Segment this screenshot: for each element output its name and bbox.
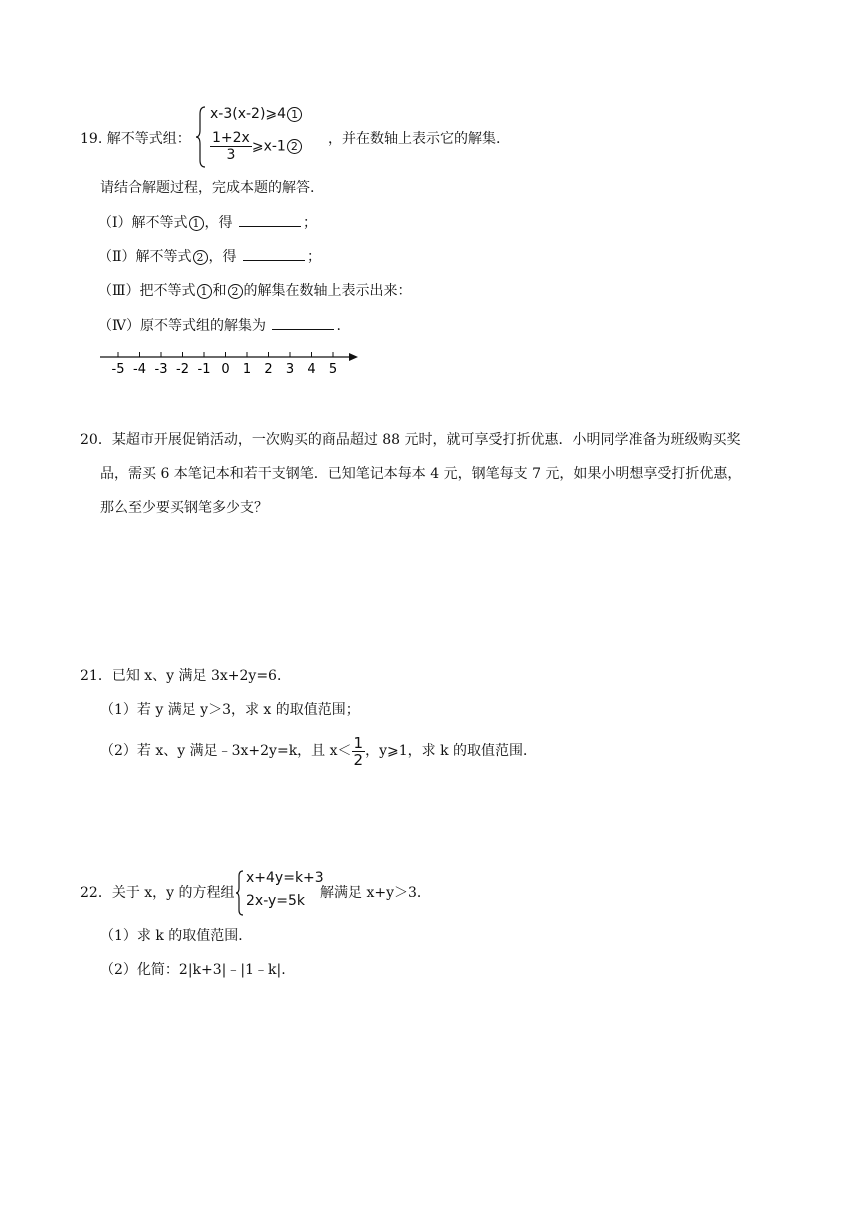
- q19-step2-end: ；: [306, 249, 321, 265]
- q20-line1-text: 20．某超市开展促销活动，一次购买的商品超过 88 元时，就可享受打折优惠．小明同学准备为班级购买奖: [80, 432, 741, 448]
- number-line: [100, 348, 370, 378]
- q21-part2: [100, 734, 537, 768]
- arrow-right-icon: [349, 353, 358, 361]
- q19-step3-mark2: 2: [228, 284, 243, 299]
- q19-step1-mark: 1: [189, 216, 204, 231]
- q19-step2-label: （Ⅱ）解不等式: [98, 249, 192, 265]
- q19-eq1-mark: 1: [287, 107, 302, 122]
- q19-step1-blank[interactable]: [239, 212, 301, 227]
- q19-step3-rest: 的解集在数轴上表示出来：: [243, 283, 412, 299]
- q22-part1-text: （1）求 k 的取值范围．: [100, 928, 253, 944]
- q19-instruction: [100, 178, 314, 198]
- q22-intro-b-text: 解满足 x+y＞3．: [320, 885, 431, 901]
- q20-line1: [80, 430, 741, 450]
- q19-step4-end: .: [336, 318, 341, 334]
- q21-part1: [100, 700, 360, 720]
- q19-eq2-denominator: 3: [226, 147, 236, 163]
- q19-eq1-text: x-3(x-2)⩾4: [210, 106, 287, 122]
- q19-eq2-fraction: [210, 130, 252, 163]
- q21-denominator: 2: [353, 750, 364, 769]
- left-brace-icon: [196, 106, 206, 168]
- q19-after-text: ，并在数轴上表示它的解集.: [328, 131, 501, 147]
- q19-number-text: 19.: [80, 131, 103, 147]
- q21-part2-a: （2）若 x、y 满足﹣3x+2y=k，且 x＜: [100, 743, 352, 759]
- q20-line3-text: 那么至少要买钢笔多少支？: [100, 500, 268, 516]
- q19-step4: [98, 315, 341, 336]
- q22-intro-b: [320, 883, 431, 903]
- q19-step1-get: ，得: [204, 215, 233, 231]
- q19-step2-blank[interactable]: [243, 246, 305, 261]
- q19-instruction-text: 请结合解题过程，完成本题的解答.: [100, 180, 315, 196]
- q19-step2: [98, 246, 321, 267]
- q19-number: [80, 129, 191, 149]
- axis-tick-label: 4: [307, 362, 316, 377]
- q19-step1-label: （Ⅰ）解不等式: [98, 215, 188, 231]
- q19-step3: [98, 281, 412, 301]
- q21-part2-b: ，y⩾1，求 k 的取值范围．: [365, 743, 538, 759]
- q19-step1: [98, 212, 317, 233]
- q19-intro: 解不等式组：: [106, 131, 191, 147]
- axis-tick-label: 0: [221, 362, 230, 377]
- q19-eq2-mark: 2: [287, 139, 302, 154]
- q19-step4-blank[interactable]: [272, 315, 334, 330]
- q19-eq2-numerator: 1+2x: [212, 130, 250, 146]
- q19-step2-mark: 2: [193, 250, 208, 265]
- axis-tick-label: -4: [133, 362, 146, 377]
- q22-eq2: 2x-y=5k: [246, 893, 306, 909]
- q21-fraction: [352, 735, 366, 768]
- q21-numerator: 1: [353, 733, 364, 752]
- q19-eq1: [210, 106, 303, 122]
- axis-tick-label: -1: [197, 362, 211, 377]
- q19-inequality-system: [196, 104, 326, 168]
- q22-part1: [100, 926, 252, 946]
- axis-tick-label: 2: [264, 362, 273, 377]
- q20-line2-text: 品，需买 6 本笔记本和若干支钢笔．已知笔记本每本 4 元，钢笔每支 7 元，如果小明想享受打折优惠，: [100, 466, 742, 482]
- q21-intro-text: 21．已知 x、y 满足 3x+2y=6．: [80, 668, 291, 684]
- axis-tick-label: -3: [154, 362, 168, 377]
- q19-step3-mark1: 1: [197, 284, 212, 299]
- q22-eq1: x+4y=k+3: [246, 870, 324, 886]
- axis-tick-label: 1: [242, 362, 252, 377]
- q22-intro: [80, 883, 235, 903]
- q19-step1-end: ；: [302, 215, 317, 231]
- q22-equation-system: [236, 869, 326, 917]
- q20-line3: [100, 498, 268, 518]
- q19-eq2: [210, 130, 303, 163]
- q21-intro: [80, 666, 291, 686]
- q20-line2: [100, 464, 741, 484]
- axis-tick-label: -5: [111, 362, 125, 377]
- q21-part1-text: （1）若 y 满足 y＞3，求 x 的取值范围；: [100, 702, 360, 718]
- q19-eq2-rest: ⩾x-1: [251, 138, 286, 155]
- q19-step3-label: （Ⅲ）把不等式: [98, 283, 196, 299]
- axis-tick-label: 3: [285, 362, 295, 377]
- number-line-ticks: [112, 352, 338, 377]
- q22-part2: [100, 960, 286, 980]
- left-brace-icon: [236, 870, 244, 916]
- q19-step2-get: ，得: [208, 249, 237, 265]
- q19-after: [328, 129, 500, 149]
- axis-tick-label: 5: [328, 362, 338, 377]
- q19-step4-label: （Ⅳ）原不等式组的解集为: [98, 318, 266, 334]
- axis-tick-label: -2: [176, 362, 189, 377]
- q19-step3-and: 和: [212, 283, 227, 299]
- q22-part2-text: （2）化简：2|k+3|﹣|1﹣k|.: [100, 962, 286, 978]
- q22-intro-a: 22．关于 x，y 的方程组: [80, 885, 235, 901]
